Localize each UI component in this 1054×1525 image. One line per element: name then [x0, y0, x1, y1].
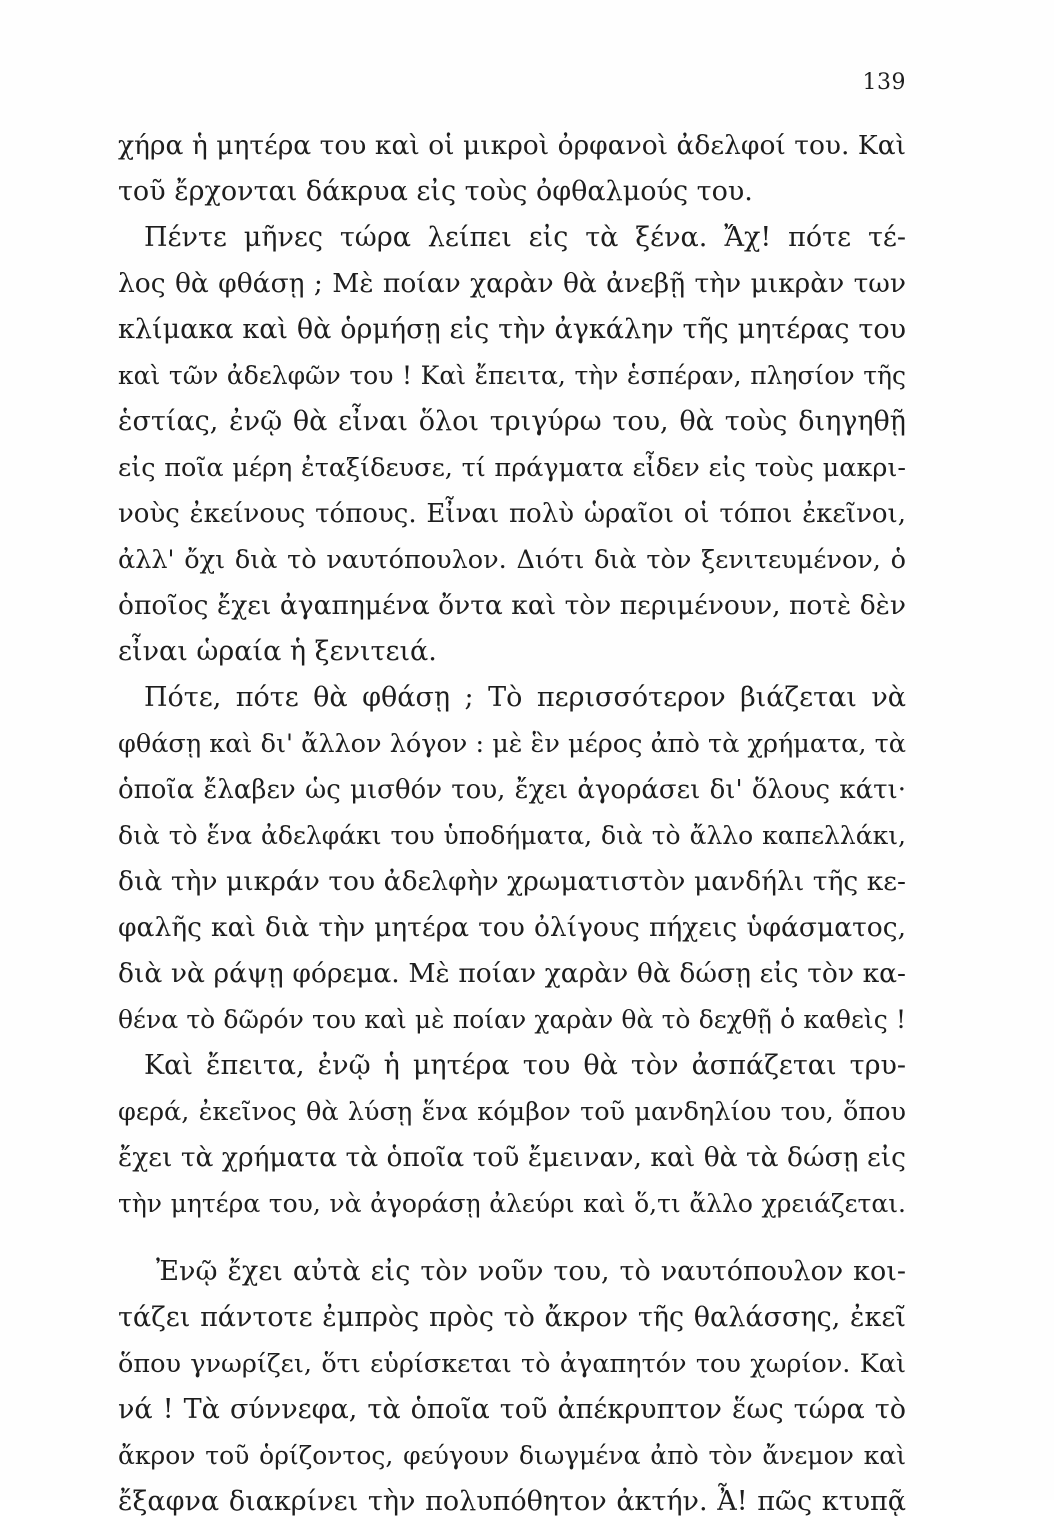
paragraph	[118, 123, 906, 215]
text-line: τὴν μητέρα του, νὰ ἀγοράσῃ ἀλεύρι καὶ ὅ,τι ἄλλο χρειάζεται.	[118, 1189, 906, 1218]
text-line: ἀλλ' ὄχι διὰ τὸ ναυτόπουλον. Διότι διὰ τὸν ξενιτευμένον, ὁ	[118, 545, 906, 575]
text-line: τοῦ ἔρχονται δάκρυα εἰς τοὺς ὀφθαλμούς του.	[118, 176, 753, 207]
text-line: ἔξαφνα διακρίνει τὴν πολυπόθητον ἀκτήν. Ἆ! πῶς κτυπᾷ	[118, 1486, 906, 1517]
text-line: ἄκρον τοῦ ὁρίζοντος, φεύγουν διωγμένα ἀπὸ τὸν ἄνεμον καὶ	[118, 1441, 906, 1470]
paragraph	[118, 675, 906, 1043]
text-line: καὶ τῶν ἀδελφῶν του ! Καὶ ἔπειτα, τὴν ἑσπέραν, πλησίον τῆς	[118, 361, 906, 390]
text-line: τάζει πάντοτε ἐμπρὸς πρὸς τὸ ἄκρον τῆς θαλάσσης, ἐκεῖ	[118, 1302, 906, 1333]
text-line: ἔχει τὰ χρήματα τὰ ὁποῖα τοῦ ἔμειναν, καὶ θὰ τὰ δώσῃ εἰς	[118, 1142, 906, 1173]
text-line: νοὺς ἐκείνους τόπους. Εἶναι πολὺ ὡραῖοι οἱ τόποι ἐκεῖνοι,	[118, 499, 906, 529]
text-line: κλίμακα καὶ θὰ ὁρμήσῃ εἰς τὴν ἀγκάλην τῆς μητέρας του	[118, 314, 906, 345]
text-line: Πέντε μῆνες τώρα λείπει εἰς τὰ ξένα. Ἄχ! πότε τέ-	[144, 222, 906, 253]
text-line: χήρα ἡ μητέρα του καὶ οἱ μικροὶ ὀρφανοὶ ἀδελφοί του. Καὶ	[118, 130, 906, 161]
text-line: φερά, ἐκεῖνος θὰ λύσῃ ἕνα κόμβον τοῦ μανδηλίου του, ὅπου	[118, 1097, 906, 1127]
paragraph	[118, 215, 906, 675]
text-line: εἰς ποῖα μέρη ἐταξίδευσε, τί πράγματα εἶδεν εἰς τοὺς μακρι-	[118, 453, 906, 483]
paragraph	[118, 1043, 906, 1227]
text-line: Πότε, πότε θὰ φθάσῃ ; Τὸ περισσότερον βιάζεται νὰ	[144, 682, 906, 713]
page-number: 139	[862, 70, 906, 95]
text-line: θένα τὸ δῶρόν του καὶ μὲ ποίαν χαρὰν θὰ τὸ δεχθῇ ὁ καθεὶς !	[118, 1005, 906, 1034]
text-line: διὰ τὸ ἕνα ἀδελφάκι του ὑποδήματα, διὰ τὸ ἄλλο καπελλάκι,	[118, 821, 906, 850]
text-line: ὁποῖος ἔχει ἀγαπημένα ὄντα καὶ τὸν περιμένουν, ποτὲ δὲν	[118, 590, 906, 621]
text-line: ὁποῖα ἔλαβεν ὡς μισθόν του, ἔχει ἀγοράσει δι' ὅλους κάτι·	[118, 775, 906, 805]
text-line: Καὶ ἔπειτα, ἐνῷ ἡ μητέρα του θὰ τὸν ἀσπάζεται τρυ-	[144, 1050, 906, 1081]
text-line: φθάσῃ καὶ δι' ἄλλον λόγον : μὲ ἓν μέρος ἀπὸ τὰ χρήματα, τὰ	[118, 729, 906, 759]
text-line: διὰ νὰ ράψῃ φόρεμα. Μὲ ποίαν χαρὰν θὰ δώσῃ εἰς τὸν κα-	[118, 958, 906, 989]
text-line: εἶναι ὡραία ἡ ξενιτειά.	[118, 636, 437, 667]
text-line: νά ! Τὰ σύννεφα, τὰ ὁποῖα τοῦ ἀπέκρυπτον ἕως τώρα τὸ	[118, 1394, 906, 1425]
body-text	[118, 123, 906, 1525]
paragraph-gap	[118, 1227, 906, 1249]
text-line: ὅπου γνωρίζει, ὅτι εὑρίσκεται τὸ ἀγαπητόν του χωρίον. Καὶ	[118, 1349, 906, 1379]
text-line: φαλῆς καὶ διὰ τὴν μητέρα του ὀλίγους πήχεις ὑφάσματος,	[118, 912, 906, 943]
text-line: ἑστίας, ἐνῷ θὰ εἶναι ὅλοι τριγύρω του, θὰ τοὺς διηγηθῇ	[118, 406, 906, 437]
paragraph	[118, 1249, 906, 1525]
text-line: Ἐνῷ ἔχει αὐτὰ εἰς τὸν νοῦν του, τὸ ναυτόπουλον κοι-	[156, 1256, 906, 1287]
text-line: διὰ τὴν μικράν του ἀδελφὴν χρωματιστὸν μανδήλι τῆς κε-	[118, 866, 906, 897]
text-line: λος θὰ φθάσῃ ; Μὲ ποίαν χαρὰν θὰ ἀνεβῇ τὴν μικρὰν των	[118, 268, 906, 299]
